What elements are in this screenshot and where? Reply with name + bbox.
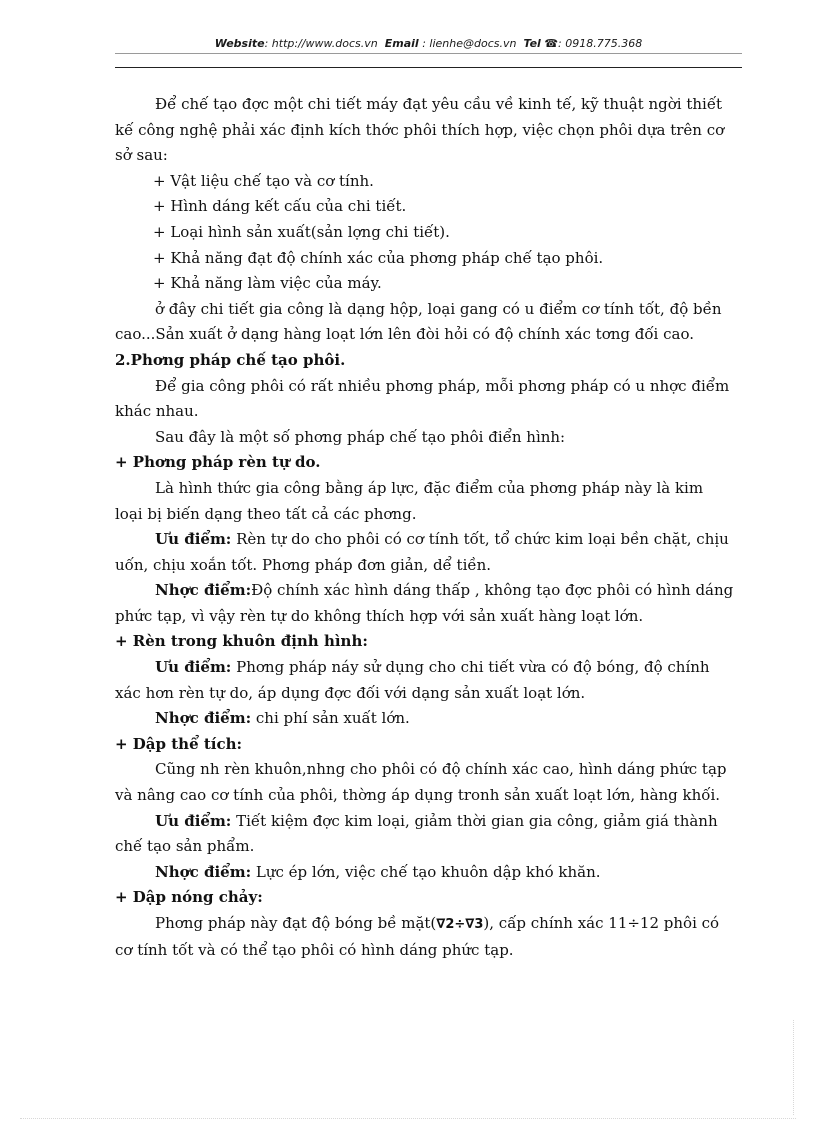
disadvantage-text: Lực ép lớn, việc chế tạo khuôn dập khó khăn. — [251, 862, 601, 881]
advantage-paragraph — [115, 527, 735, 578]
disadvantage-text: chi phí sản xuất lớn. — [251, 709, 410, 728]
paragraph: Để chế tạo đợc một chi tiết máy đạt yêu cầu về kinh tế, kỹ thuật ngời thiết kế công nghệ phải xác định kích thớc phôi thích hợp, việc chọn phôi dựa trên cơ sở sau: — [115, 95, 725, 165]
paragraph: ở đây chi tiết gia công là dạng hộp, loại gang có u điểm cơ tính tốt, độ bền cao...Sản xuất ở dạng hàng loạt lớn lên đòi hỏi có độ chính xác tơng đối cao. — [115, 299, 722, 344]
disadvantage-paragraph — [115, 860, 735, 886]
page-edge-dotted-line — [793, 1020, 794, 1115]
bullet-item: + Khả năng làm việc của máy. — [153, 274, 382, 293]
subsection-heading: + Phơng pháp rèn tự do. — [115, 453, 321, 472]
paragraph — [115, 911, 735, 963]
advantage-paragraph — [115, 655, 735, 706]
advantage-text: Rèn tự do cho phôi có cơ tính tốt, tổ chức kim loại bền chặt, chịu uốn, chịu xoắn tốt. Phơng pháp đơn giản, dể tiền. — [115, 530, 729, 574]
website-label: Website — [214, 37, 265, 50]
roughness-symbol: ∇2÷∇3 — [436, 917, 484, 932]
page-header — [115, 37, 742, 50]
page-edge-dotted-line — [20, 1118, 796, 1119]
document-body — [115, 92, 735, 963]
header-rule-bottom — [115, 67, 742, 68]
subsection-heading: + Dập nóng chảy: — [115, 888, 263, 907]
header-rule-top — [115, 53, 742, 54]
disadvantage-label: Nhợc điểm: — [155, 709, 252, 728]
paragraph-text: Phơng pháp này đạt độ bóng bề mặt( — [155, 914, 437, 932]
disadvantage-text: Độ chính xác hình dáng thấp , không tạo đợc phôi có hình dáng phức tạp, vì vậy rèn tự do không thích hợp với sản xuất hàng loạt lớn. — [115, 581, 734, 625]
disadvantage-paragraph — [115, 578, 735, 629]
paragraph: Cũng nh rèn khuôn,nhng cho phôi có độ chính xác cao, hình dáng phức tạp và nâng cao cơ tính của phôi, thờng áp dụng tronh sản xuất loạt lớn, hàng khối. — [115, 760, 727, 805]
section-heading: 2.Phơng pháp chế tạo phôi. — [115, 350, 346, 369]
paragraph-text: ), cấp chính xác 11÷12 phôi có cơ tính tốt và có thể tạo phôi có hình dáng phức tạp. — [115, 914, 720, 959]
disadvantage-label: Nhợc điểm: — [155, 581, 252, 600]
paragraph: Là hình thức gia công bằng áp lực, đặc điểm của phơng pháp này là kim loại bị biến dạng theo tất cả các phơng. — [115, 478, 704, 523]
email-value: : lienhe@docs.vn — [422, 37, 517, 50]
paragraph: Để gia công phôi có rất nhiều phơng pháp, mỗi phơng pháp có u nhợc điểm khác nhau. — [115, 376, 730, 421]
advantage-label: Ưu điểm: — [155, 530, 232, 549]
subsection-heading: + Dập thể tích: — [115, 734, 243, 753]
advantage-label: Ưu điểm: — [155, 658, 232, 677]
bullet-item: + Loại hình sản xuất(sản lợng chi tiết). — [153, 222, 450, 241]
tel-value: : 0918.775.368 — [558, 37, 643, 50]
advantage-text: Tiết kiệm đợc kim loại, giảm thời gian gia công, giảm giá thành chế tạo sản phẩm. — [115, 811, 718, 856]
bullet-item: + Vật liệu chế tạo và cơ tính. — [153, 171, 374, 190]
tel-label: Tel — [523, 37, 541, 50]
email-label: Email — [384, 37, 419, 50]
disadvantage-paragraph — [115, 706, 735, 732]
advantage-paragraph — [115, 809, 735, 860]
bullet-item: + Hình dáng kết cấu của chi tiết. — [153, 197, 407, 216]
phone-icon: ☎ — [544, 37, 559, 50]
advantage-label: Ưu điểm: — [155, 811, 232, 830]
subsection-heading: + Rèn trong khuôn định hình: — [115, 632, 368, 651]
website-value: : http://www.docs.vn — [264, 37, 378, 50]
bullet-item: + Khả năng đạt độ chính xác của phơng pháp chế tạo phôi. — [153, 248, 604, 267]
advantage-text: Phơng pháp náy sử dụng cho chi tiết vừa có độ bóng, độ chính xác hơn rèn tự do, áp dụng đợc đối với dạng sản xuất loạt lớn. — [115, 658, 710, 702]
disadvantage-label: Nhợc điểm: — [155, 862, 252, 881]
paragraph: Sau đây là một số phơng pháp chế tạo phôi điển hình: — [155, 427, 566, 446]
